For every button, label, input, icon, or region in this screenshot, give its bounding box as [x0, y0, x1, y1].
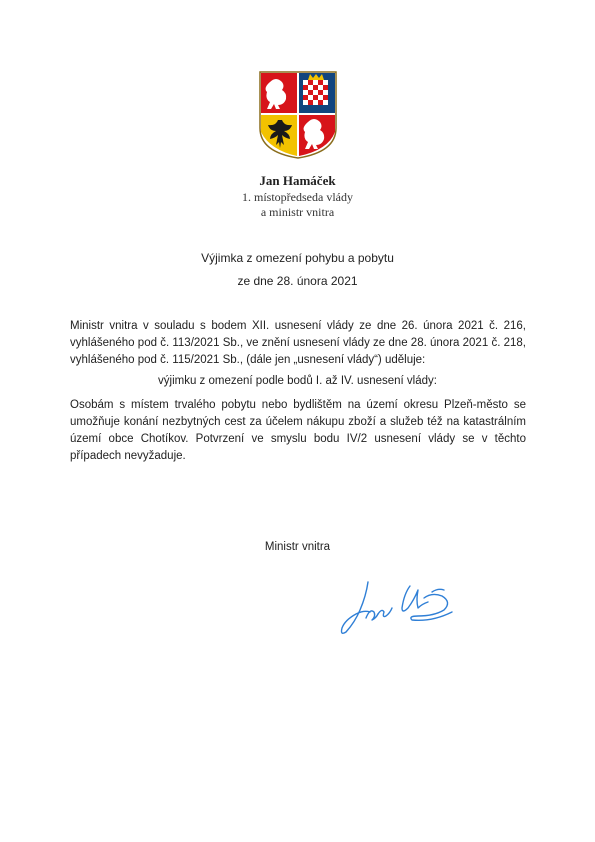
exemption-subtitle: výjimku z omezení podle bodů I. až IV. usnesení vlády: — [158, 375, 437, 387]
document-date: ze dne 28. února 2021 — [237, 274, 358, 288]
minister-position-line1: 1. místopředseda vlády — [242, 190, 353, 204]
document-title: Výjimka z omezení pohybu a pobytu — [201, 251, 394, 265]
minister-position-line2: a ministr vnitra — [260, 205, 335, 219]
handwritten-signature — [340, 578, 470, 640]
coat-of-arms-icon — [258, 70, 338, 160]
intro-paragraph: Ministr vnitra v souladu s bodem XII. usnesení vlády ze dne 26. února 2021 č. 216, vyhlášeného pod č. 113/2021 Sb., ve znění usnesení vlády ze dne 28. února 2021 č. 218, vyhlášeného pod č. 115/2021 Sb., (dále jen „usnesení vlády“) uděluje: — [70, 320, 526, 366]
signature-label: Ministr vnitra — [264, 541, 331, 553]
minister-name: Jan Hamáček — [259, 173, 336, 188]
exemption-paragraph: Osobám s místem trvalého pobytu nebo bydlištěm na území okresu Plzeň-město se umožňuje konání nezbytných cest za účelem nákupu zboží a služeb též na katastrálním území obce Chotíkov. Potvrzení ve smyslu bodu IV/2 usnesení vlády se v těchto případech nevyžaduje. — [70, 399, 526, 462]
